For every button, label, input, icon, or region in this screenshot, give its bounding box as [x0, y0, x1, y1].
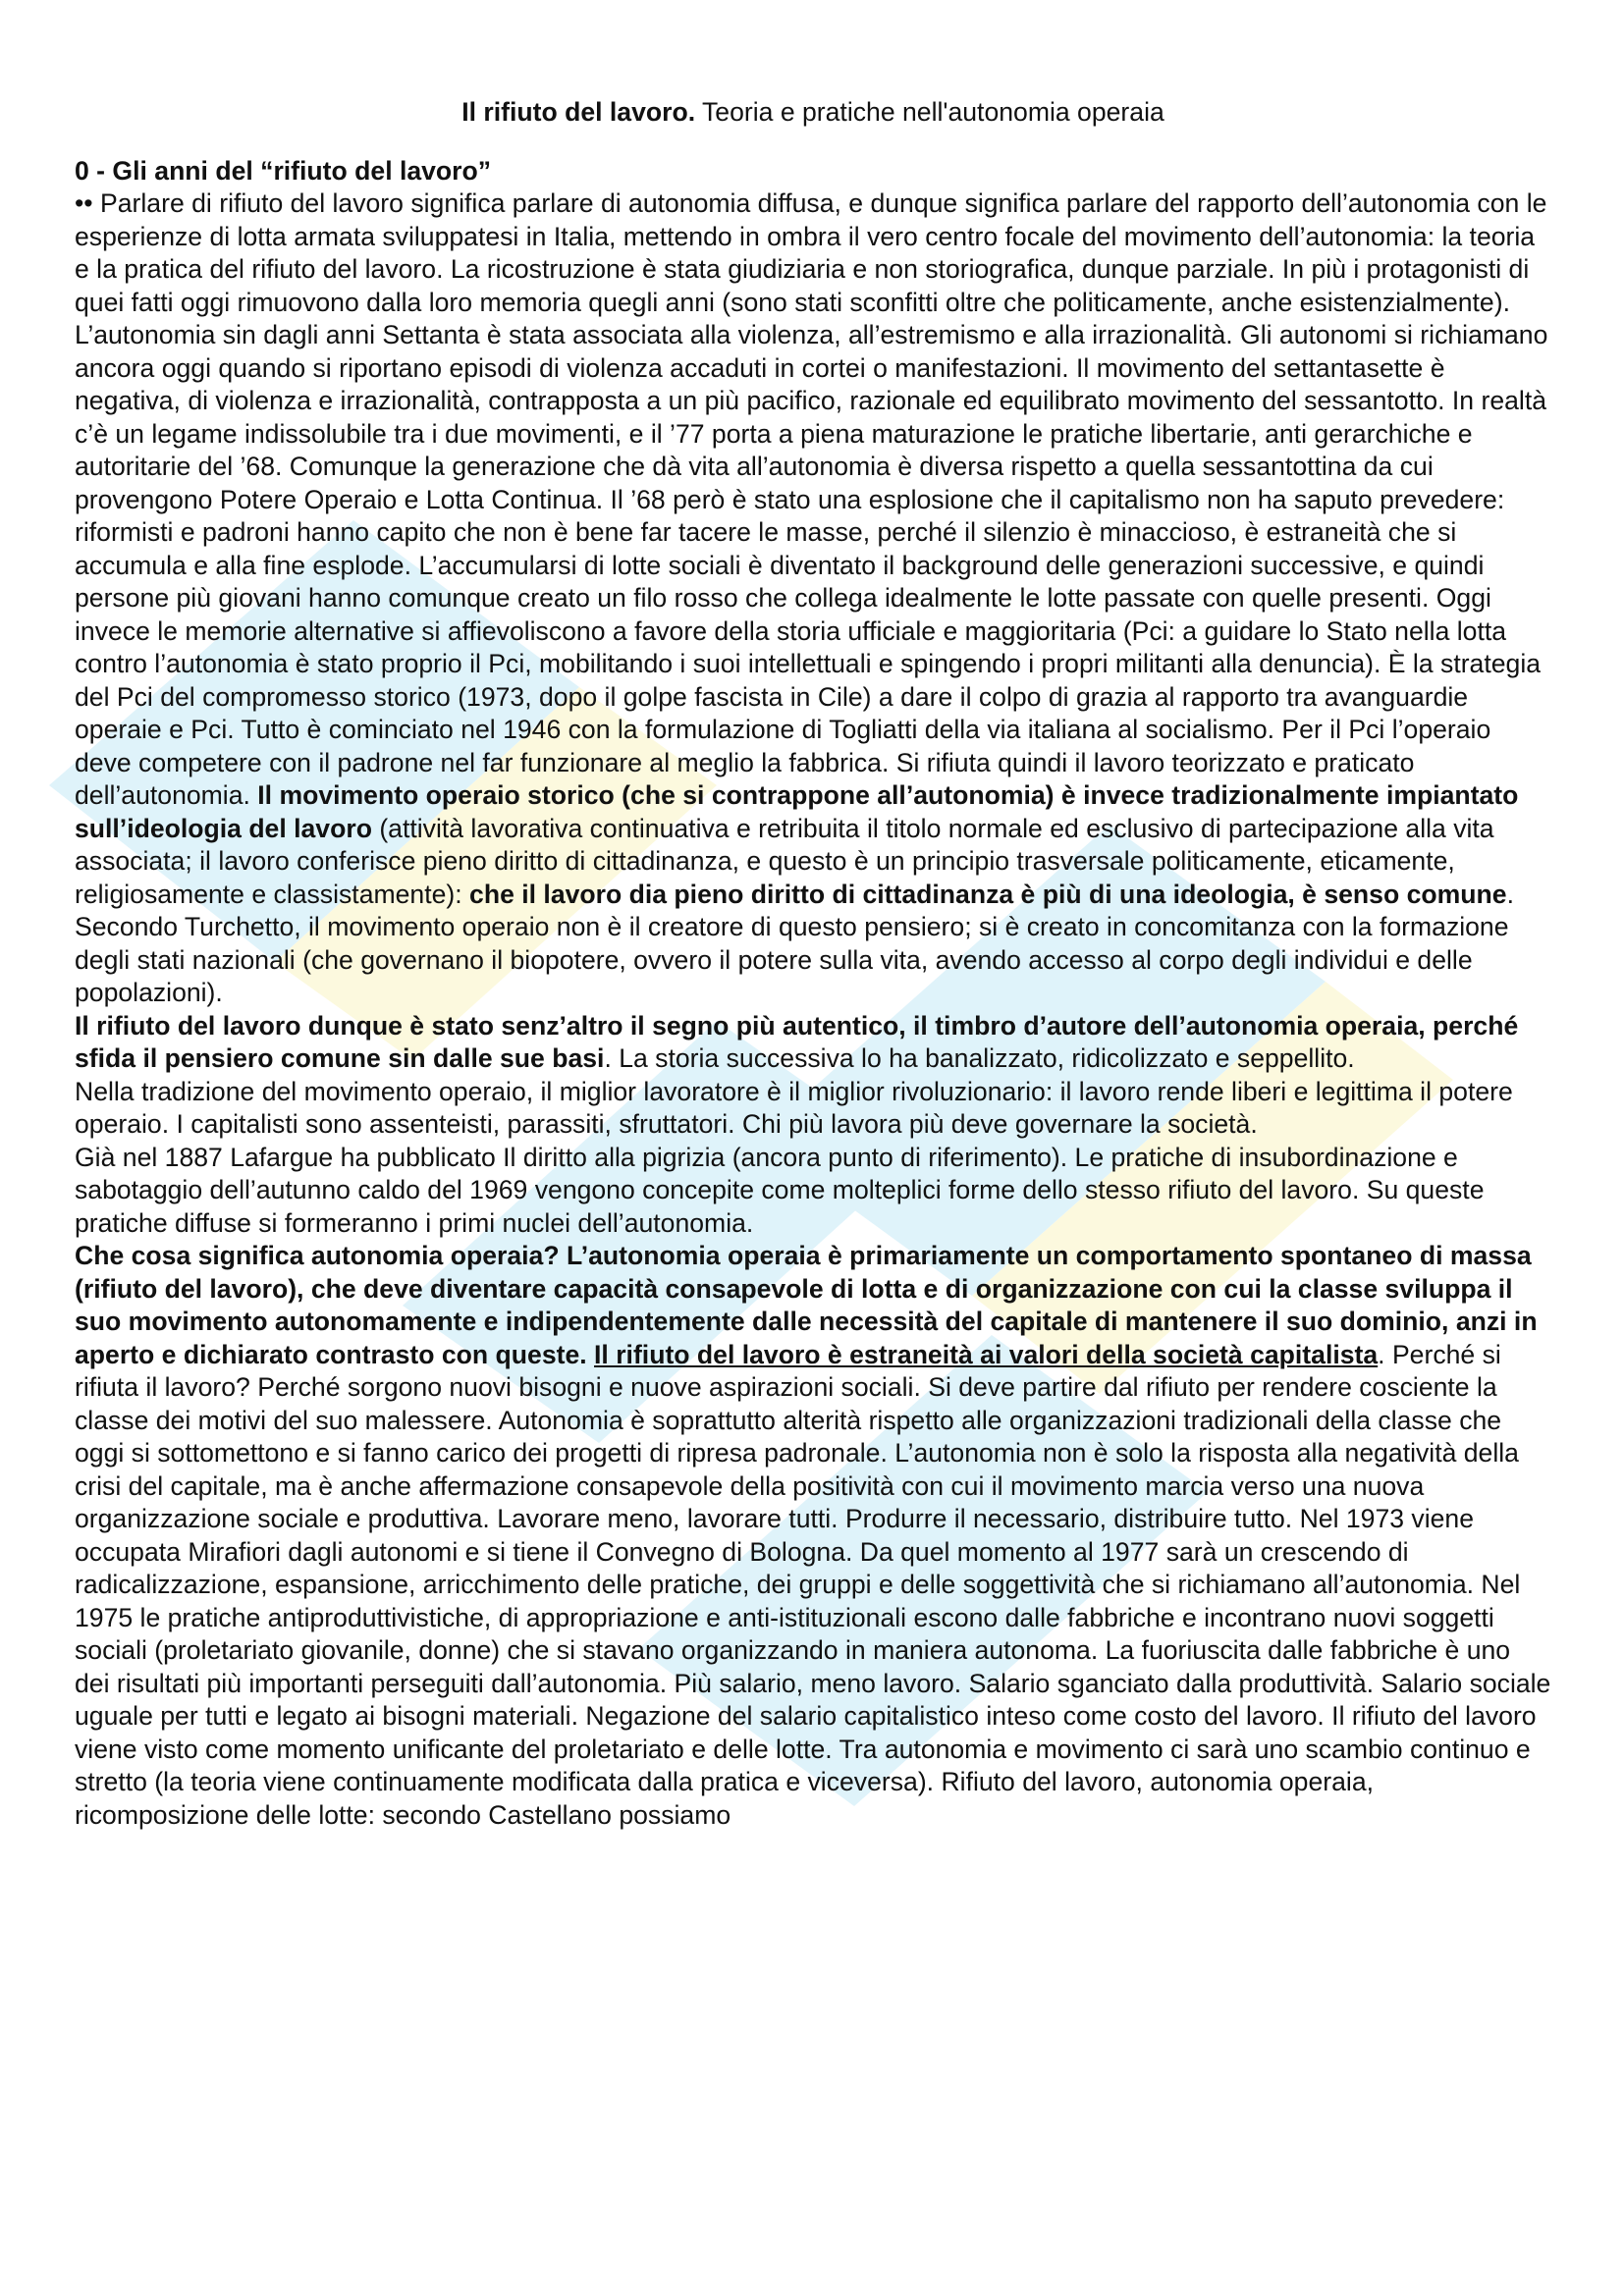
p1-text-3: . Secondo Turchetto, il movimento operaio non è il creatore di questo pensiero; si è creato in concomitanza con la formazione degli stati nazionali (che governano il biopotere, ovvero il potere sulla vita, avendo accesso al corpo degli individui e delle popolazioni). — [75, 879, 1514, 1007]
p1-bold-1: Il movimento operaio storico (che si contrappone all’autonomia) è invece tradizionalmente impiantato sull’ideologia del lavoro — [75, 780, 1519, 843]
p2-text: . La storia successiva lo ha banalizzato, ridicolizzato e seppellito. — [604, 1043, 1355, 1073]
document-page — [75, 96, 1551, 1832]
document-title — [75, 96, 1551, 130]
paragraph-2 — [75, 1010, 1551, 1076]
p1-text: •• Parlare di rifiuto del lavoro significa parlare di autonomia diffusa, e dunque significa parlare del rapporto dell’autonomia con le esperienze di lotta armata sviluppatesi in Italia, mettendo in ombra il vero centro focale del movimento dell’autonomia: la teoria e la pratica del rifiuto del lavoro. La ricostruzione è stata giudiziaria e non storiografica, dunque parziale. In più i protagonisti di quei fatti oggi rimuovono dalla loro memoria quegli anni (sono stati sconfitti oltre che politicamente, anche esistenzialmente). L’autonomia sin dagli anni Settanta è stata associata alla violenza, all’estremismo e alla irrazionalità. Gli autonomi si richiamano ancora oggi quando si riportano episodi di violenza accaduti in cortei o manifestazioni. Il movimento del settantasette è negativa, di violenza e irrazionalità, contrapposta a un più pacifico, razionale ed equilibrato movimento del sessantotto. In realtà c’è un legame indissolubile tra i due movimenti, e il ’77 porta a piena maturazione le pratiche libertarie, anti gerarchiche e autoritarie del ’68. Comunque la generazione che dà vita all’autonomia è diversa rispetto a quella sessantottina da cui provengono Potere Operaio e Lotta Continua. Il ’68 però è stato una esplosione che il capitalismo non ha saputo prevedere: riformisti e padroni hanno capito che non è bene far tacere le masse, perché il silenzio è minaccioso, è estraneità che si accumula e alla fine esplode. L’accumularsi di lotte sociali è diventato il background delle generazioni successive, e quindi persone più giovani hanno comunque creato un filo rosso che collega idealmente le lotte passate con quelle presenti. Oggi invece le memorie alternative si affievoliscono a favore della storia ufficiale e maggioritaria (Pci: a guidare lo Stato nella lotta contro l’autonomia è stato proprio il Pci, mobilitando i suoi intellettuali e spingendo i propri militanti alla denuncia). È la strategia del Pci del compromesso storico (1973, dopo il golpe fascista in Cile) a dare il colpo di grazia al rapporto tra avanguardie operaie e Pci. Tutto è cominciato nel 1946 con la formulazione di Togliatti della via italiana al socialismo. Per il Pci l’operaio deve competere con il padrone nel far funzionare al meglio la fabbrica. Si rifiuta quindi il lavoro teorizzato e praticato dell’autonomia. — [75, 188, 1548, 810]
paragraph-1 — [75, 187, 1551, 1010]
p5-text: . Perché si rifiuta il lavoro? Perché sorgono nuovi bisogni e nuove aspirazioni sociali. Si deve partire dal rifiuto per rendere cosciente la classe dei motivi del suo malessere. Autonomia è soprattutto alterità rispetto alle organizzazioni tradizionali della classe che oggi si sottomettono e si fanno carico dei progetti di ripresa padronale. L’autonomia non è solo la risposta alla negatività della crisi del capitale, ma è anche affermazione consapevole della positività con cui il movimento marcia verso una nuova organizzazione sociale e produttiva. Lavorare meno, lavorare tutti. Produrre il necessario, distribuire tutto. Nel 1973 viene occupata Mirafiori dagli autonomi e si tiene il Convegno di Bologna. Da quel momento al 1977 sarà un crescendo di radicalizzazione, espansione, arricchimento delle pratiche, dei gruppi e delle soggettività che si richiamano all’autonomia. Nel 1975 le pratiche antiproduttivistiche, di appropriazione e anti-istituzionali escono dalle fabbriche e incontrano nuovi soggetti sociali (proletariato giovanile, donne) che si stavano organizzando in maniera autonoma. La fuoriuscita dalle fabbriche è uno dei risultati più importanti perseguiti dall’autonomia. Più salario, meno lavoro. Salario sganciato dalla produttività. Salario sociale uguale per tutti e legato ai bisogni materiali. Negazione del salario capitalistico inteso come costo del lavoro. Il rifiuto del lavoro viene visto come momento unificante del proletariato e delle lotte. Tra autonomia e movimento ci sarà uno scambio continuo e stretto (la teoria viene continuamente modificata dalla pratica e viceversa). Rifiuto del lavoro, autonomia operaia, ricomposizione delle lotte: secondo Castellano possiamo — [75, 1339, 1551, 1830]
p1-text-2: (attività lavorativa continuativa e retribuita il titolo normale ed esclusivo di partecipazione alla vita associata; il lavoro conferisce pieno diritto di cittadinanza, e questo è un principio trasversale politicamente, eticamente, religiosamente e classistamente): — [75, 813, 1494, 909]
section-heading: 0 - Gli anni del “rifiuto del lavoro” — [75, 155, 492, 186]
title-rest: Teoria e pratiche nell'autonomia operaia — [695, 97, 1164, 127]
title-bold: Il rifiuto del lavoro. — [461, 97, 696, 127]
p1-bold-2: che il lavoro dia pieno diritto di cittadinanza è più di una ideologia, è senso comune — [469, 879, 1507, 909]
paragraph-4: Già nel 1887 Lafargue ha pubblicato Il diritto alla pigrizia (ancora punto di riferimento). Le pratiche di insubordinazione e sabotaggio dell’autunno caldo del 1969 vengono concepite come molteplici forme dello stesso rifiuto del lavoro. Su queste pratiche diffuse si formeranno i primi nuclei dell’autonomia. — [75, 1142, 1485, 1238]
p2-bold: Il rifiuto del lavoro dunque è stato senz’altro il segno più autentico, il timbro d’autore dell’autonomia operaia, perché sfida il pensiero comune sin dalle sue basi — [75, 1010, 1519, 1073]
p5-bold: Che cosa significa autonomia operaia? L’autonomia operaia è primariamente un comportamento spontaneo di massa (rifiuto del lavoro), che deve diventare capacità consapevole di lotta e di organizzazione con cui la classe sviluppa il suo movimento autonomamente e indipendentemente dalle necessità del capitale di mantenere il suo dominio, anzi in aperto e dichiarato contrasto con queste — [75, 1241, 1538, 1369]
p5-dot: . — [579, 1339, 595, 1369]
p5-bold-underlined: Il rifiuto del lavoro è estraneità ai valori della società capitalista — [594, 1339, 1379, 1369]
paragraph-5 — [75, 1240, 1551, 1832]
paragraph-3: Nella tradizione del movimento operaio, il miglior lavoratore è il miglior rivoluzionario: il lavoro rende liberi e legittima il potere operaio. I capitalisti sono assenteisti, parassiti, sfruttatori. Chi più lavora più deve governare la società. — [75, 1076, 1513, 1139]
